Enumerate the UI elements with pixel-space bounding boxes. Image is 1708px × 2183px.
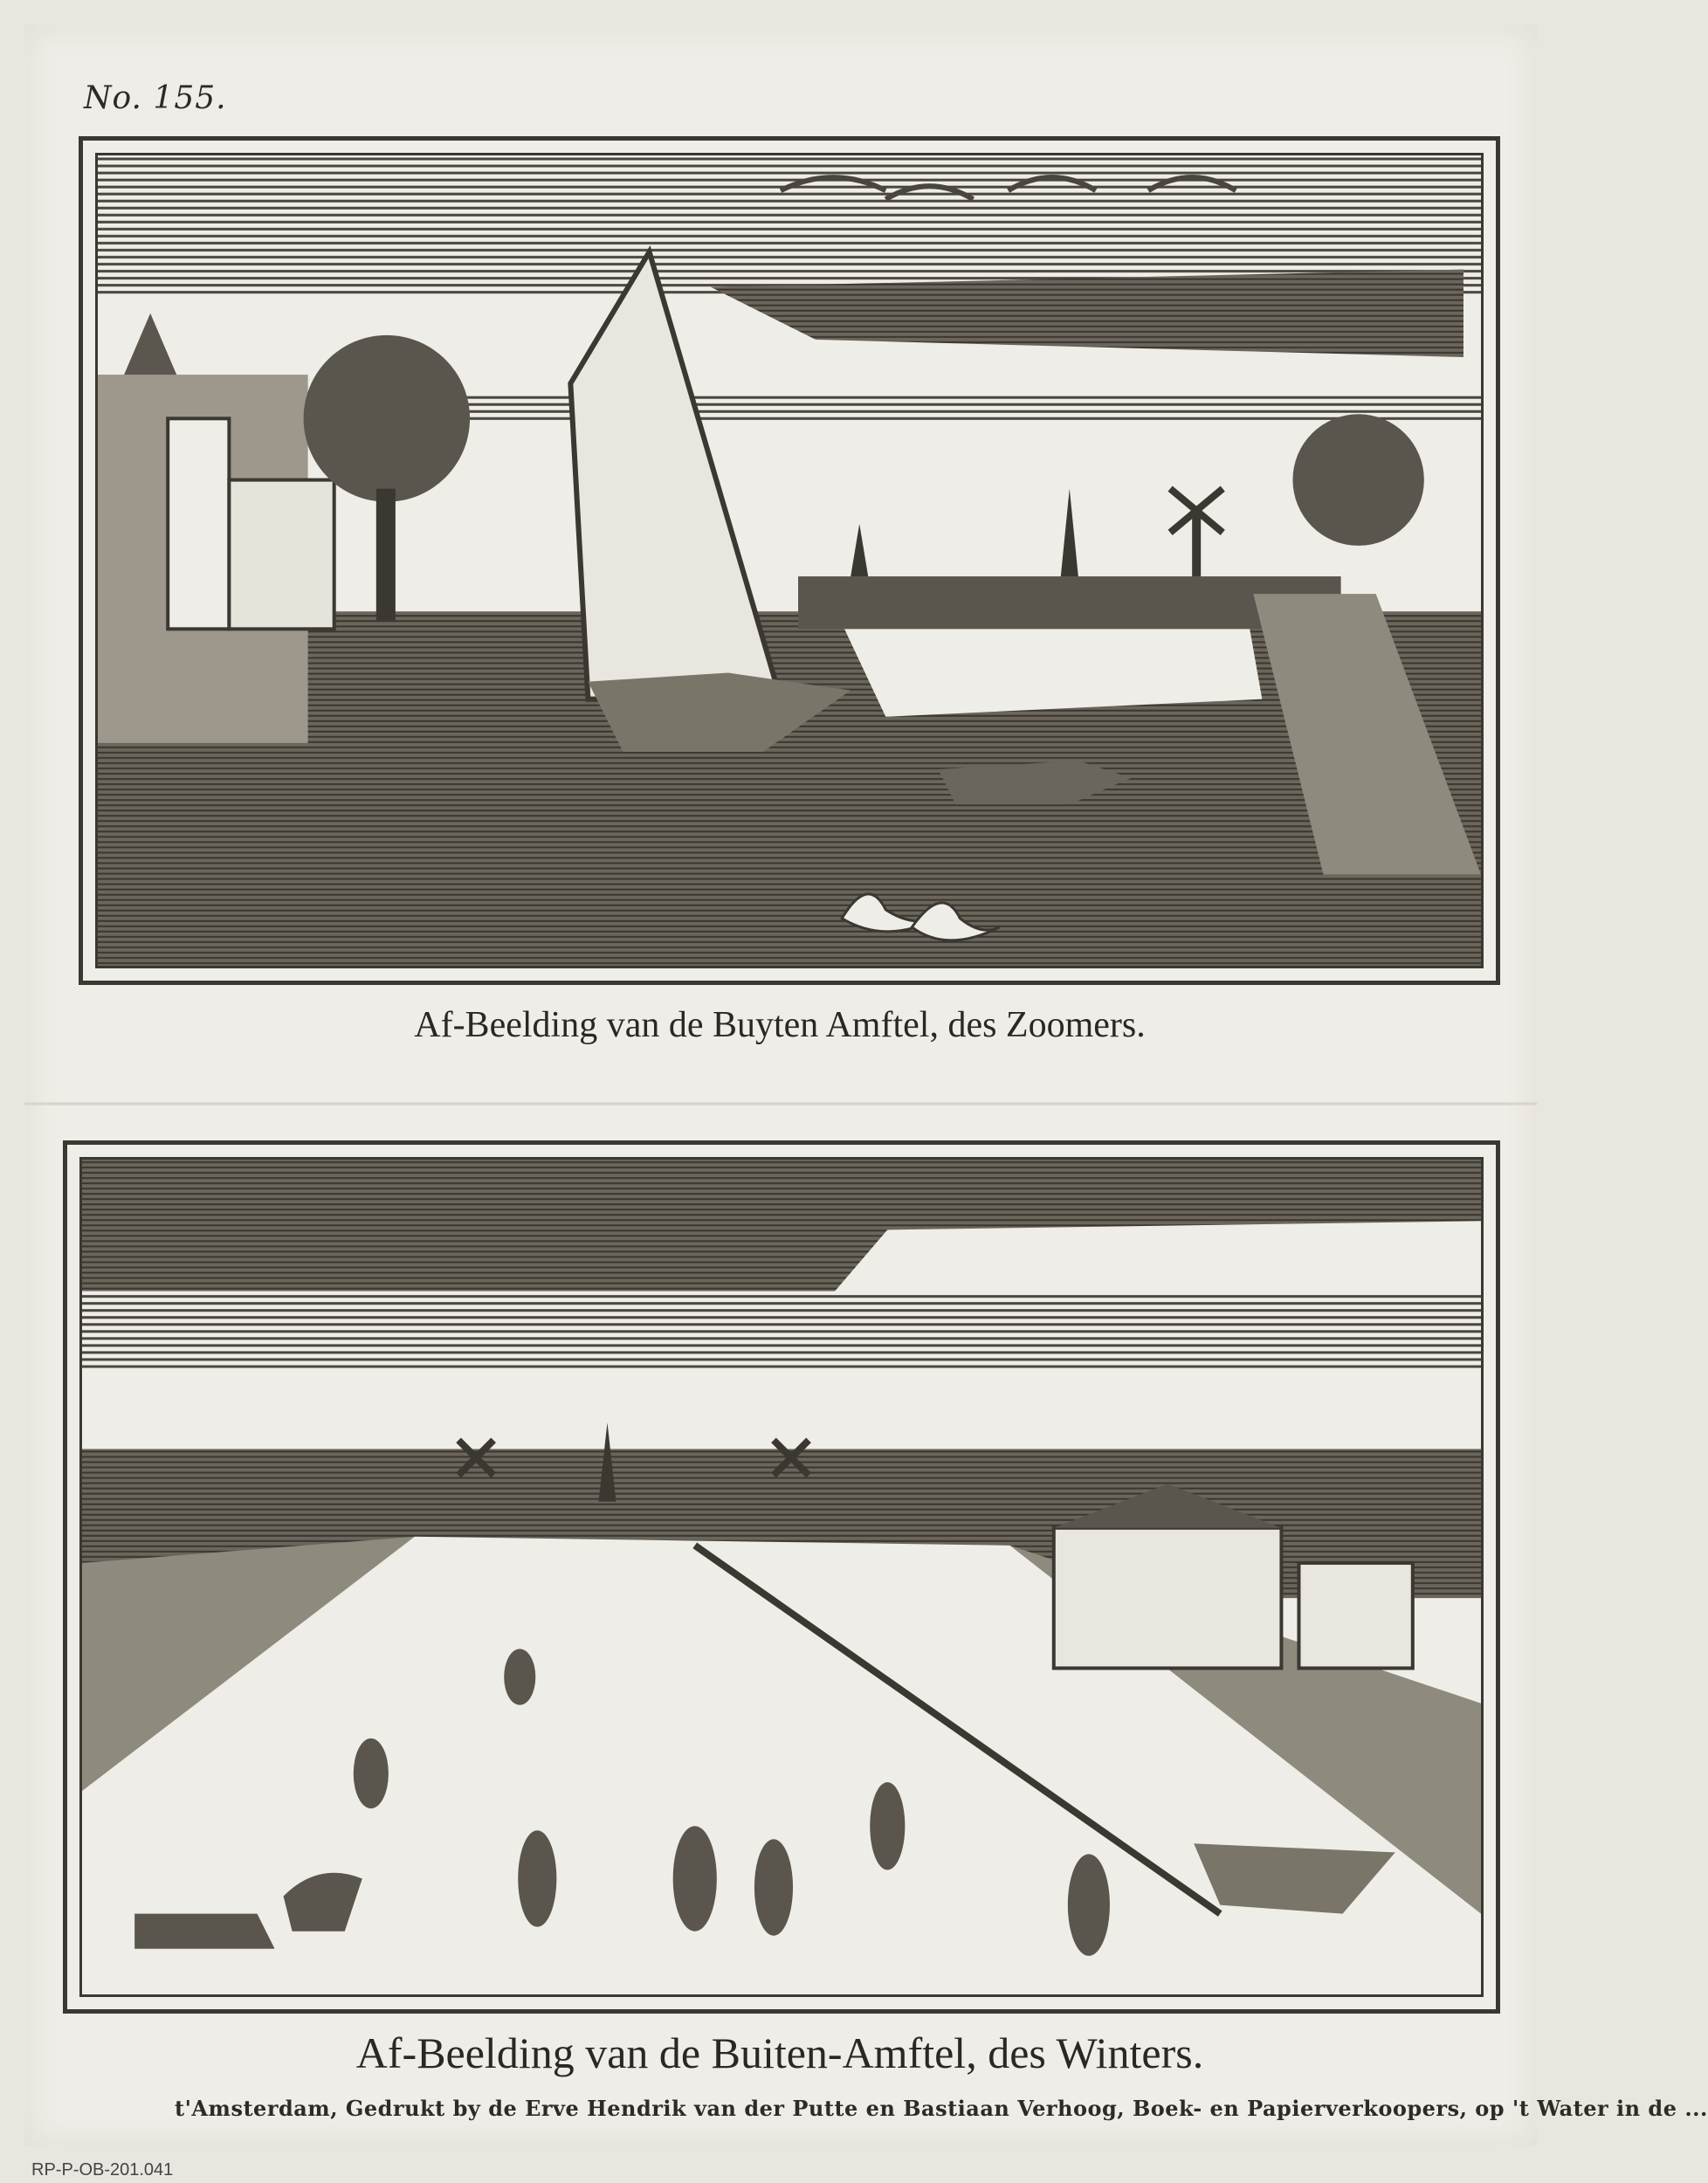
winter-caption: Af-Beelding van de Buiten-Amftel, des Winters. <box>355 2028 1204 2077</box>
sky-hatching <box>82 1291 1481 1370</box>
summer-caption: Af-Beelding van de Buyten Amftel, des Zoomers. <box>414 1005 1146 1045</box>
accession-number: RP-P-OB-201.041 <box>31 2160 174 2180</box>
summer-scene <box>98 155 1481 966</box>
summer-woodcut-frame <box>79 136 1500 985</box>
fold-line <box>24 1102 1537 1105</box>
summer-woodcut-image <box>95 153 1484 968</box>
engraver-signature: G:N:SCARAMA <box>1257 1924 1397 1941</box>
winter-scene <box>82 1160 1481 1994</box>
publisher-imprint: t'Amsterdam, Gedrukt by de Erve Hendrik van der Putte en Bastiaan Verhoog, Boek- en Papierverkoopers, op 't Water in de ... <box>175 2096 1708 2121</box>
sled <box>134 1914 274 1949</box>
house <box>1054 1528 1282 1669</box>
plate-number: No. 155. <box>84 80 227 116</box>
tree-right <box>1292 414 1423 546</box>
house <box>1298 1563 1412 1669</box>
winter-woodcut-frame <box>63 1140 1500 2014</box>
winter-woodcut-image <box>79 1157 1484 1997</box>
tree-left <box>304 335 470 502</box>
